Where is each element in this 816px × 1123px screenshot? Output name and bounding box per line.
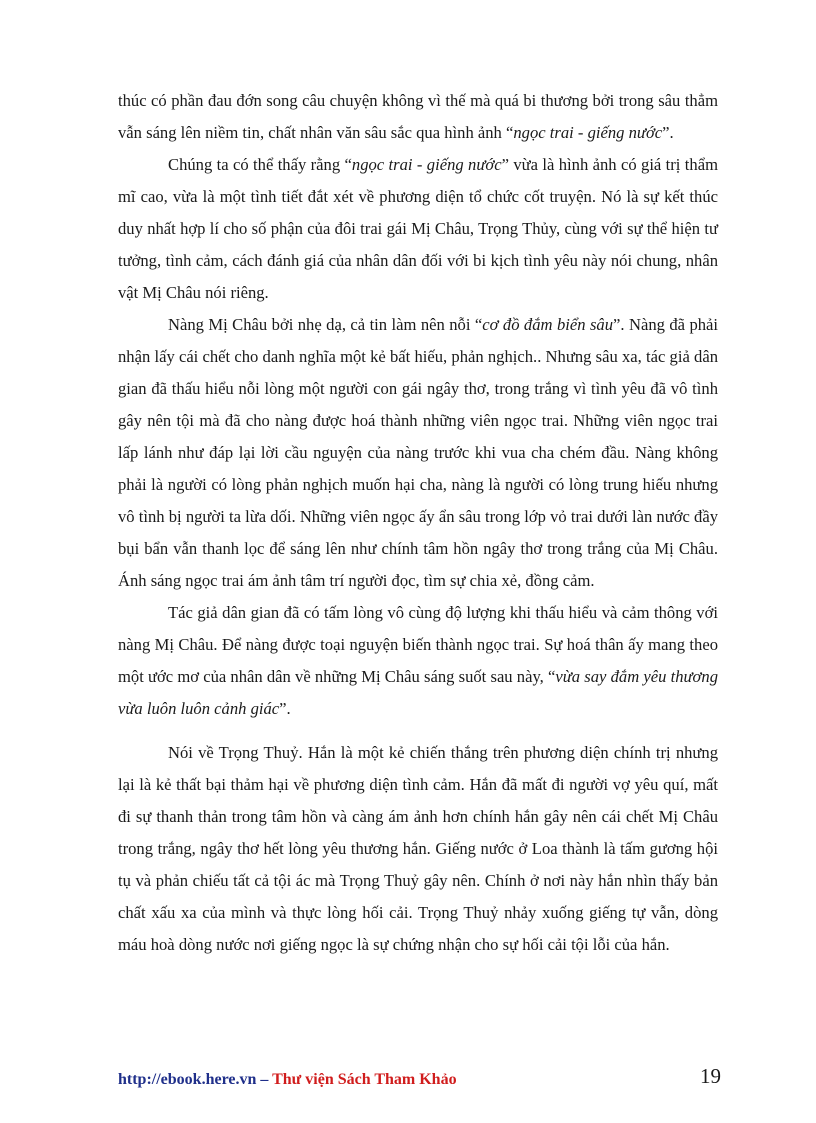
paragraph-text: Nói về Trọng Thuỷ. Hắn là một kẻ chiến thắng trên phương diện chính trị nhưng lại là kẻ thất bại thảm hại về phương diện tình cảm. Hắn đã mất đi người vợ yêu quí, mất đi sự thanh thản trong tâm hồn và càng ám ảnh hơn chính hắn gây nên cái chết Mị Châu trong trắng, ngây thơ hết lòng yêu thương hắn. Giếng nước ở Loa thành là tấm gương hội tụ và phản chiếu tất cả tội ác mà Trọng Thuỷ gây nên. Chính ở nơi này hắn nhìn thấy bản chất xấu xa của mình và thực lòng hối cải. Trọng Thuỷ nhảy xuống giếng tự vẫn, dòng máu hoà dòng nước nơi giếng ngọc là sự chứng nhận cho sự hối cải tội lỗi của hắn. — [118, 743, 718, 954]
paragraph — [118, 597, 718, 725]
page-footer — [118, 1064, 721, 1088]
paragraph — [118, 149, 718, 309]
footer-separator: – — [256, 1071, 273, 1088]
quoted-phrase: ngọc trai - giếng nước — [351, 155, 502, 174]
paragraph-text: ”. — [662, 123, 674, 142]
paragraph-text: ”. — [279, 699, 291, 718]
paragraph-text: Chúng ta có thể thấy rằng “ — [168, 155, 352, 174]
footer-url-link[interactable]: http://ebook.here.vn — [118, 1071, 257, 1088]
paragraph-text: Nàng Mị Châu bởi nhẹ dạ, cả tin làm nên nỗi “ — [168, 315, 483, 334]
paragraph-text: Tác giả dân gian đã có tấm lòng vô cùng độ lượng khi thấu hiểu và cảm thông với nàng Mị Châu. Để nàng được toại nguyện biến thành ngọc trai. Sự hoá thân ấy mang theo một ước mơ của nhân dân về những Mị Châu sáng suốt sau này, “ — [118, 603, 718, 686]
footer-library-name: Thư viện Sách Tham Khảo — [272, 1071, 457, 1088]
quoted-phrase: cơ đồ đắm biển sâu — [482, 315, 614, 334]
paragraph-text: ” vừa là hình ảnh có giá trị thẩm mĩ cao, vừa là một tình tiết đắt xét về phương diện tổ chức cốt truyện. Nó là sự kết thúc duy nhất hợp lí cho số phận của đôi trai gái Mị Châu, Trọng Thủy, cùng với sự thể hiện tư tưởng, tình cảm, cách đánh giá của nhân dân đối với bi kịch tình yêu này nói chung, nhân vật Mị Châu nói riêng. — [118, 155, 718, 302]
quoted-phrase: vừa say đắm yêu thương vừa luôn luôn cảnh giác — [118, 667, 719, 718]
paragraph — [118, 85, 718, 149]
quoted-phrase: ngọc trai - giếng nước — [513, 123, 663, 142]
paragraph-text: thúc có phần đau đớn song câu chuyện không vì thế mà quá bi thương bởi trong sâu thẳm vẫn sáng lên niềm tin, chất nhân văn sâu sắc qua hình ảnh “ — [118, 91, 718, 142]
page-number: 19 — [700, 1064, 721, 1088]
paragraph — [118, 309, 718, 597]
paragraph — [118, 737, 718, 961]
body-text — [118, 85, 718, 961]
paragraph-text: ”. Nàng đã phải nhận lấy cái chết cho danh nghĩa một kẻ bất hiếu, phản nghịch.. Nhưng sâu xa, tác giả dân gian đã thấu hiểu nỗi lòng một người con gái ngây thơ, trong trắng vì tình yêu đã vô tình gây nên tội mà đã cho nàng được hoá thành những viên ngọc trai. Những viên ngọc trai lấp lánh như đáp lại lời cầu nguyện của nàng trước khi vua cha chém đầu. Nàng không phải là người có lòng phản nghịch muốn hại cha, nàng là người có lòng trung hiếu nhưng vô tình bị người ta lừa dối. Những viên ngọc ấy ẩn sâu trong lớp vỏ trai dưới làn nước đầy bụi bẩn vẫn thanh lọc để sáng lên như chính tâm hồn ngây thơ trong trắng của Mị Châu. Ánh sáng ngọc trai ám ảnh tâm trí người đọc, tìm sự chia xẻ, đồng cảm. — [118, 315, 719, 590]
